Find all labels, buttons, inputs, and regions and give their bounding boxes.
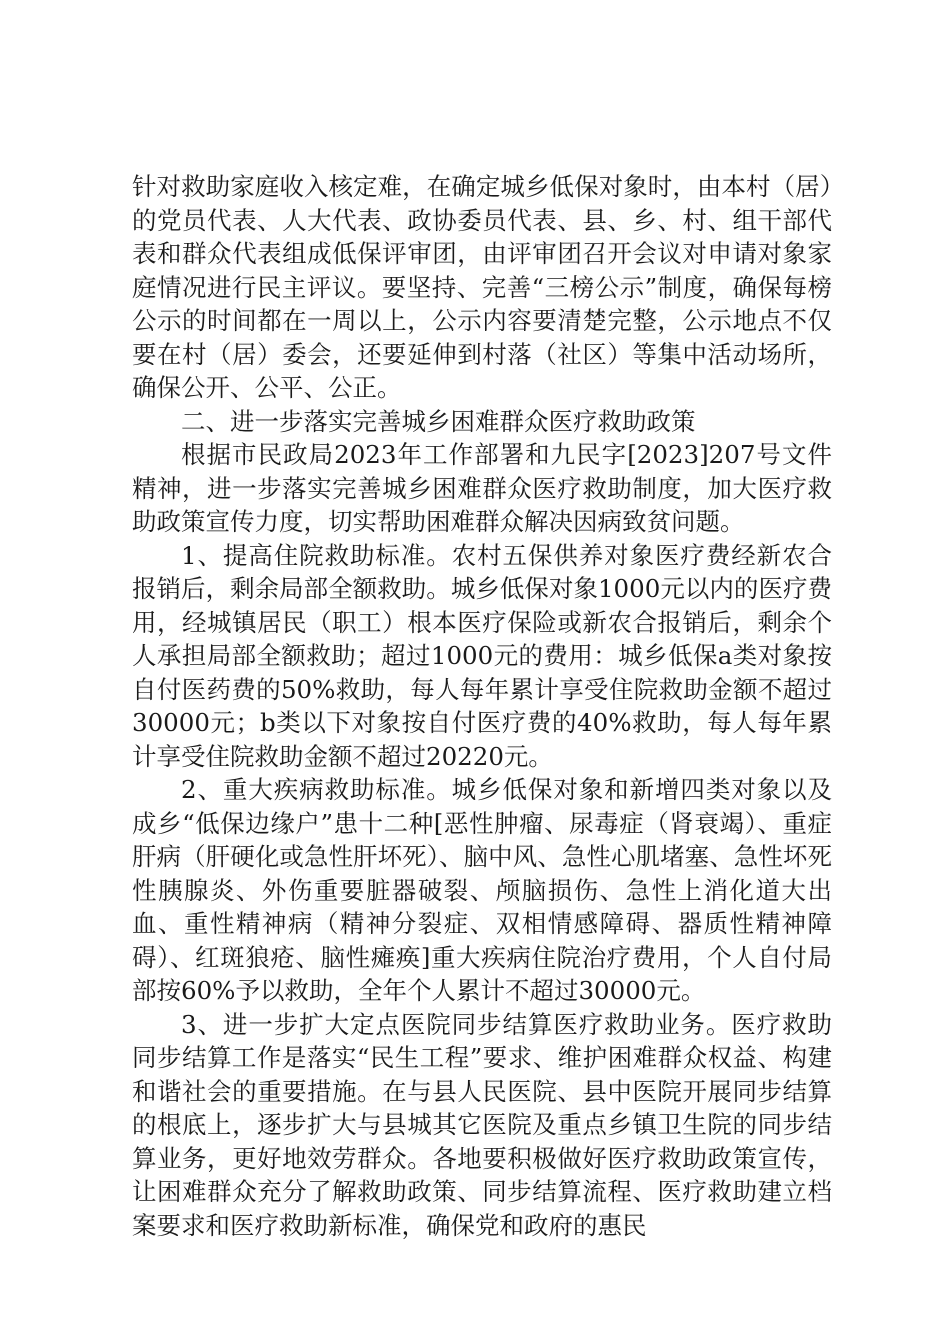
paragraph-hospital-aid-standard: 1、提高住院救助标准。农村五保供养对象医疗费经新农合报销后，剩余局部全额救助。城乡低保对象1000元以内的医疗费用，经城镇居民（职工）根本医疗保险或新农合报销后，剩余个人承担局部全额救助；超过1000元的费用：城乡低保a类对象按自付医药费的50%救助，每人每年累计享受住院救助金额不超过30000元；b类以下对象按自付医疗费的40%救助，每人每年累计享受住院救助金额不超过20220元。 [132,540,832,771]
document-body [132,170,832,1242]
section-heading-medical-aid: 二、进一步落实完善城乡困难群众医疗救助政策 [181,406,696,436]
paragraph-major-disease-aid: 2、重大疾病救助标准。城乡低保对象和新增四类对象以及成乡“低保边缘户”患十二种[恶性肿瘤、尿毒症（肾衰竭）、重症肝病（肝硬化或急性肝坏死）、脑中风、急性心肌堵塞、急性坏死性胰腺炎、外伤重要脏器破裂、颅脑损伤、急性上消化道大出血、重性精神病（精神分裂症、双相情感障碍、器质性精神障碍）、红斑狼疮、脑性瘫痪]重大疾病住院治疗费用，个人自付局部按60%予以救助，全年个人累计不超过30000元。 [132,775,832,1005]
paragraph-low-income-review: 针对救助家庭收入核定难，在确定城乡低保对象时，由本村（居）的党员代表、人大代表、政协委员代表、县、乡、村、组干部代表和群众代表组成低保评审团，由评审团召开会议对申请对象家庭情况进行民主评议。要坚持、完善“三榜公示”制度，确保每榜公示的时间都在一周以上，公示内容要清楚完整，公示地点不仅要在村（居）委会，还要延伸到村落（社区）等集中活动场所，确保公开、公平、公正。 [132,172,832,402]
paragraph-policy-basis: 根据市民政局2023年工作部署和九民字[2023]207号文件精神，进一步落实完善城乡困难群众医疗救助制度，加大医疗救助政策宣传力度，切实帮助困难群众解决因病致贫问题。 [132,440,832,536]
paragraph-synchronous-settlement: 3、进一步扩大定点医院同步结算医疗救助业务。医疗救助同步结算工作是落实“民生工程”要求、维护困难群众权益、构建和谐社会的重要措施。在与县人民医院、县中医院开展同步结算的根底上，逐步扩大与县城其它医院及重点乡镇卫生院的同步结算业务，更好地效劳群众。各地要积极做好医疗救助政策宣传，让困难群众充分了解救助政策、同步结算流程、医疗救助建立档案要求和医疗救助新标准，确保党和政府的惠民 [132,1009,832,1240]
